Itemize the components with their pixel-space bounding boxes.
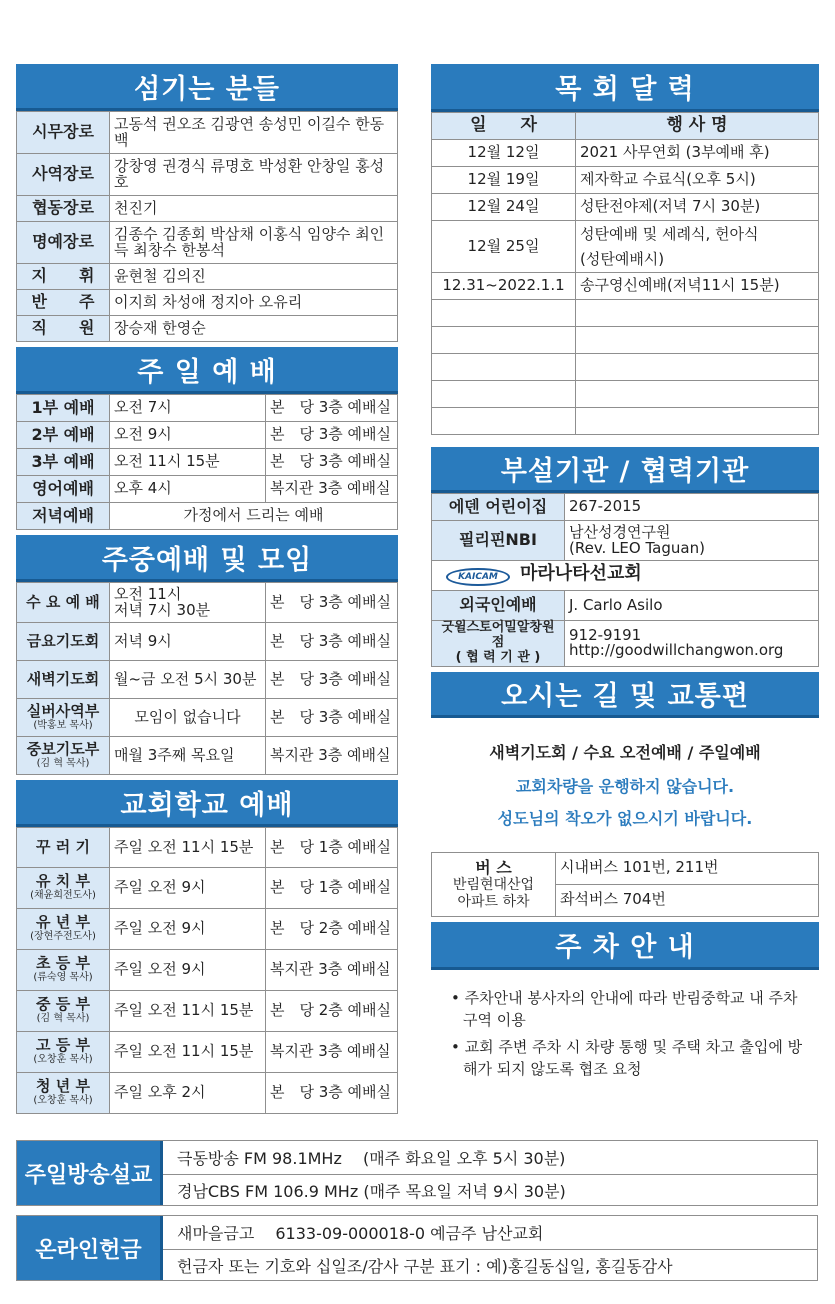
table-row: 새벽기도회 월~금 오전 5시 30분 본 당 3층 예배실 <box>17 661 398 699</box>
parking-title: 주 차 안 내 <box>431 922 819 970</box>
table-row: 유 년 부 (장현주전도사) 주일 오전 9시 본 당 2층 예배실 <box>17 909 398 950</box>
broadcast-row <box>16 1140 818 1206</box>
table-row: 외국인예배 J. Carlo Asilo <box>432 591 819 621</box>
affiliates-title: 부설기관 / 협력기관 <box>431 447 819 493</box>
table-row: 3부 예배 오전 11시 15분 본 당 3층 예배실 <box>17 449 398 476</box>
table-row: 고 등 부 (오창훈 목사) 주일 오전 11시 15분 복지관 3층 예배실 <box>17 1032 398 1073</box>
table-row: 금요기도회 저녁 9시 본 당 3층 예배실 <box>17 623 398 661</box>
church-school-title: 교회학교 예배 <box>16 780 398 827</box>
directions-section <box>431 672 819 917</box>
offering-line-2: 헌금자 또는 기호와 십일조/감사 구분 표기 : 예)홍길동십일, 홍길동감사 <box>163 1249 817 1281</box>
church-school-table <box>16 827 398 1114</box>
table-row: 12.31~2022.1.1 송구영신예배(저녁11시 15분) <box>432 273 819 300</box>
kaicam-name: 마라나타선교회 <box>520 562 642 584</box>
table-row: 필리핀NBI 남산성경연구원 (Rev. LEO Taguan) <box>432 521 819 561</box>
church-school-section <box>16 780 398 1114</box>
serving-title: 섬기는 분들 <box>16 64 398 111</box>
table-row: 2부 예배 오전 9시 본 당 3층 예배실 <box>17 422 398 449</box>
table-row: 실버사역부 (박홍보 목사) 모임이 없습니다 본 당 3층 예배실 <box>17 699 398 737</box>
serving-table <box>16 111 398 342</box>
table-row: 버 스 반림현대산업 아파트 하차 시내버스 101번, 211번 <box>432 852 819 884</box>
weekday-table <box>16 582 398 775</box>
table-header-row: 일 자 행 사 명 <box>432 113 819 140</box>
parking-section <box>431 922 819 1081</box>
weekday-section <box>16 535 398 775</box>
table-row: 중보기도부 (김 혁 목사) 매월 3주째 목요일 복지관 3층 예배실 <box>17 737 398 775</box>
table-row: 12월 24일 성탄전야제(저녁 7시 30분) <box>432 194 819 221</box>
online-offering-label: 온라인헌금 <box>17 1216 163 1280</box>
broadcast-line-1: 극동방송 FM 98.1MHz (매주 화요일 오후 5시 30분) <box>177 1149 566 1168</box>
offering-line-1: 새마을금고 6133-09-000018-0 예금주 남산교회 <box>177 1224 544 1243</box>
left-column <box>16 64 398 1119</box>
calendar-title: 목 회 달 력 <box>431 64 819 112</box>
table-row: 에덴 어린이집 267-2015 <box>432 494 819 521</box>
directions-title: 오시는 길 및 교통편 <box>431 672 819 718</box>
table-row: 청 년 부 (오창훈 목사) 주일 오후 2시 본 당 3층 예배실 <box>17 1073 398 1114</box>
table-row: 직 원 장승재 한영순 <box>17 316 398 342</box>
table-row-empty <box>432 408 819 435</box>
right-column <box>431 64 819 1086</box>
table-row: 사역장로 강창영 권경식 류명호 박성환 안창일 홍성호 <box>17 154 398 196</box>
table-row: 시무장로 고동석 권오조 김광연 송성민 이길수 한동백 <box>17 112 398 154</box>
serving-section <box>16 64 398 342</box>
table-row: 꾸 러 기 주일 오전 11시 15분 본 당 1층 예배실 <box>17 828 398 868</box>
table-row: 영어예배 오후 4시 복지관 3층 예배실 <box>17 476 398 503</box>
table-row: 좌석버스 704번 <box>432 884 819 916</box>
table-row: 수 요 예 배 오전 11시 저녁 7시 30분 본 당 3층 예배실 <box>17 583 398 623</box>
sunday-worship-table <box>16 394 398 530</box>
sunday-worship-title: 주 일 예 배 <box>16 347 398 394</box>
affiliates-table <box>431 493 819 667</box>
table-row: 반 주 이지희 차성애 정지아 오유리 <box>17 290 398 316</box>
table-row-empty <box>432 300 819 327</box>
broadcast-line-2: 경남CBS FM 106.9 MHz (매주 목요일 저녁 9시 30분) <box>163 1174 817 1206</box>
parking-list <box>431 970 819 1081</box>
bus-table <box>431 852 819 917</box>
table-row <box>432 561 819 591</box>
online-offering-row <box>16 1215 818 1281</box>
table-row-empty <box>432 327 819 354</box>
table-row: 저녁예배 가정에서 드리는 예배 <box>17 503 398 530</box>
directions-line-1: 새벽기도회 / 수요 오전예배 / 주일예배 <box>489 742 761 762</box>
table-row: 12월 25일 성탄예배 및 세례식, 헌아식 (성탄예배시) <box>432 221 819 273</box>
table-row: 초 등 부 (류숙영 목사) 주일 오전 9시 복지관 3층 예배실 <box>17 950 398 991</box>
table-row: 1부 예배 오전 7시 본 당 3층 예배실 <box>17 395 398 422</box>
weekday-title: 주중예배 및 모임 <box>16 535 398 582</box>
calendar-section <box>431 64 819 435</box>
table-row: 명예장로 김종수 김종회 박삼채 이홍식 임양수 최인득 최창수 한봉석 <box>17 222 398 264</box>
table-row: 12월 12일 2021 사무연회 (3부예배 후) <box>432 140 819 167</box>
calendar-table <box>431 112 819 435</box>
table-row: 협동장로 천진기 <box>17 196 398 222</box>
sunday-worship-section <box>16 347 398 530</box>
list-item: • 교회 주변 주차 시 차량 통행 및 주택 차고 출입에 방해가 되지 않도록 협조 요청 <box>451 1037 803 1079</box>
table-row-empty <box>432 381 819 408</box>
affiliates-section <box>431 447 819 667</box>
kaicam-logo: KAICAM <box>446 568 510 586</box>
list-item: • 주차안내 봉사자의 안내에 따라 반림중학교 내 주차구역 이용 <box>451 988 798 1030</box>
directions-line-2: 교회차량을 운행하지 않습니다. <box>515 776 735 796</box>
table-row-empty <box>432 354 819 381</box>
table-row: 12월 19일 제자학교 수료식(오후 5시) <box>432 167 819 194</box>
table-row: 중 등 부 (김 혁 목사) 주일 오전 11시 15분 본 당 2층 예배실 <box>17 991 398 1032</box>
table-row: 굿윌스토어밀알창원점 ( 협 력 기 관 ) 912-9191 http://goodwillchangwon.org <box>432 621 819 667</box>
table-row: 지 휘 윤현철 김의진 <box>17 264 398 290</box>
directions-message <box>431 718 819 842</box>
broadcast-label: 주일방송설교 <box>17 1141 163 1205</box>
table-row: 유 치 부 (채윤희전도사) 주일 오전 9시 본 당 1층 예배실 <box>17 868 398 909</box>
directions-line-3: 성도님의 착오가 없으시기 바랍니다. <box>497 808 753 828</box>
